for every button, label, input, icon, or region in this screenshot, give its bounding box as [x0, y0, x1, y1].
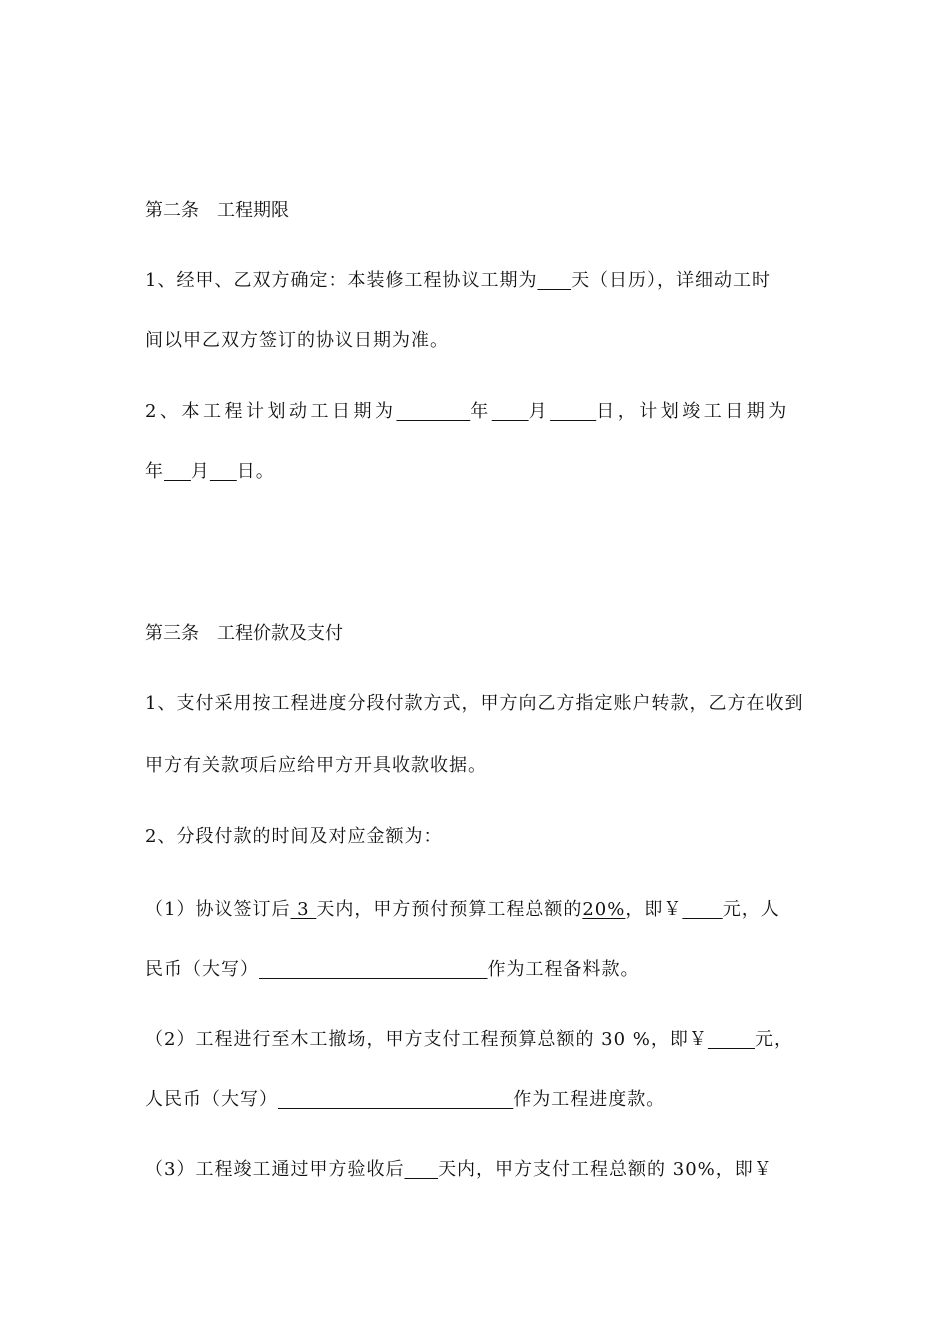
article-2-clause-1-line-2 [145, 329, 807, 353]
article-2-clause-2-line-2 [145, 460, 807, 484]
payment-item-3-line-1 [145, 1158, 807, 1182]
text: （3）工程竣工通过甲方验收后 [145, 1159, 405, 1180]
blank-amount [682, 899, 722, 920]
days-value: 3 [290, 899, 317, 920]
article-2-heading [145, 199, 807, 223]
payment-item-2-line-2 [145, 1088, 807, 1112]
text: （2）工程进行至木工撤场，甲方支付工程预算总额的 30 %，即￥ [145, 1029, 708, 1050]
text: 日。 [236, 461, 275, 482]
blank-days [404, 1159, 438, 1180]
text: 元， [754, 1029, 793, 1050]
text: 2、分段付款的时间及对应金额为： [145, 826, 443, 847]
text: 日，计划竣工日期为 [596, 401, 790, 422]
blank-amount-words [259, 959, 488, 980]
blank-days [537, 270, 571, 291]
heading-text: 第二条 工程期限 [145, 200, 289, 221]
percent-value: 20% [582, 899, 626, 920]
article-3-clause-1-line-1 [145, 692, 807, 716]
payment-item-1-line-1 [145, 898, 807, 922]
blank-month [164, 461, 191, 482]
text: ，即￥ [625, 899, 683, 920]
article-3-heading [145, 622, 807, 646]
year-label: 年 [470, 401, 492, 422]
payment-item-1-line-2 [145, 958, 807, 982]
text: 人民币（大写） [145, 1089, 278, 1110]
article-2-clause-1-line-1 [145, 269, 807, 293]
text: 1、支付采用按工程进度分段付款方式，甲方向乙方指定账户转款，乙方在收到 [145, 693, 804, 714]
blank-amount-words [278, 1089, 513, 1110]
text: 1、经甲、乙双方确定：本装修工程协议工期为 [145, 270, 538, 291]
blank-month [492, 401, 529, 422]
text: 天（日历），详细动工时 [571, 270, 772, 291]
blank-amount [708, 1029, 755, 1050]
article-2-clause-2-line-1 [145, 400, 807, 424]
text: （1）协议签订后 [145, 899, 291, 920]
text: 2、本工程计划动工日期为 [145, 401, 397, 422]
blank-year [396, 401, 470, 422]
month-label: 月 [528, 401, 551, 422]
blank-day [210, 461, 237, 482]
blank-day [550, 401, 596, 422]
article-3-clause-2 [145, 825, 807, 849]
month-label: 月 [190, 461, 210, 482]
text: 作为工程备料款。 [487, 959, 640, 980]
text: 元，人 [722, 899, 780, 920]
text: 天内，甲方支付工程总额的 30%，即￥ [438, 1159, 773, 1180]
text: 甲方有关款项后应给甲方开具收款收据。 [145, 755, 487, 776]
text: 民币（大写） [145, 959, 259, 980]
text: 天内，甲方预付预算工程总额的 [316, 899, 583, 920]
year-label: 年 [145, 461, 164, 482]
heading-text: 第三条 工程价款及支付 [145, 623, 343, 644]
text: 间以甲乙双方签订的协议日期为准。 [145, 330, 449, 351]
article-3-clause-1-line-2 [145, 754, 807, 778]
payment-item-2-line-1 [145, 1028, 807, 1052]
text: 作为工程进度款。 [513, 1089, 666, 1110]
